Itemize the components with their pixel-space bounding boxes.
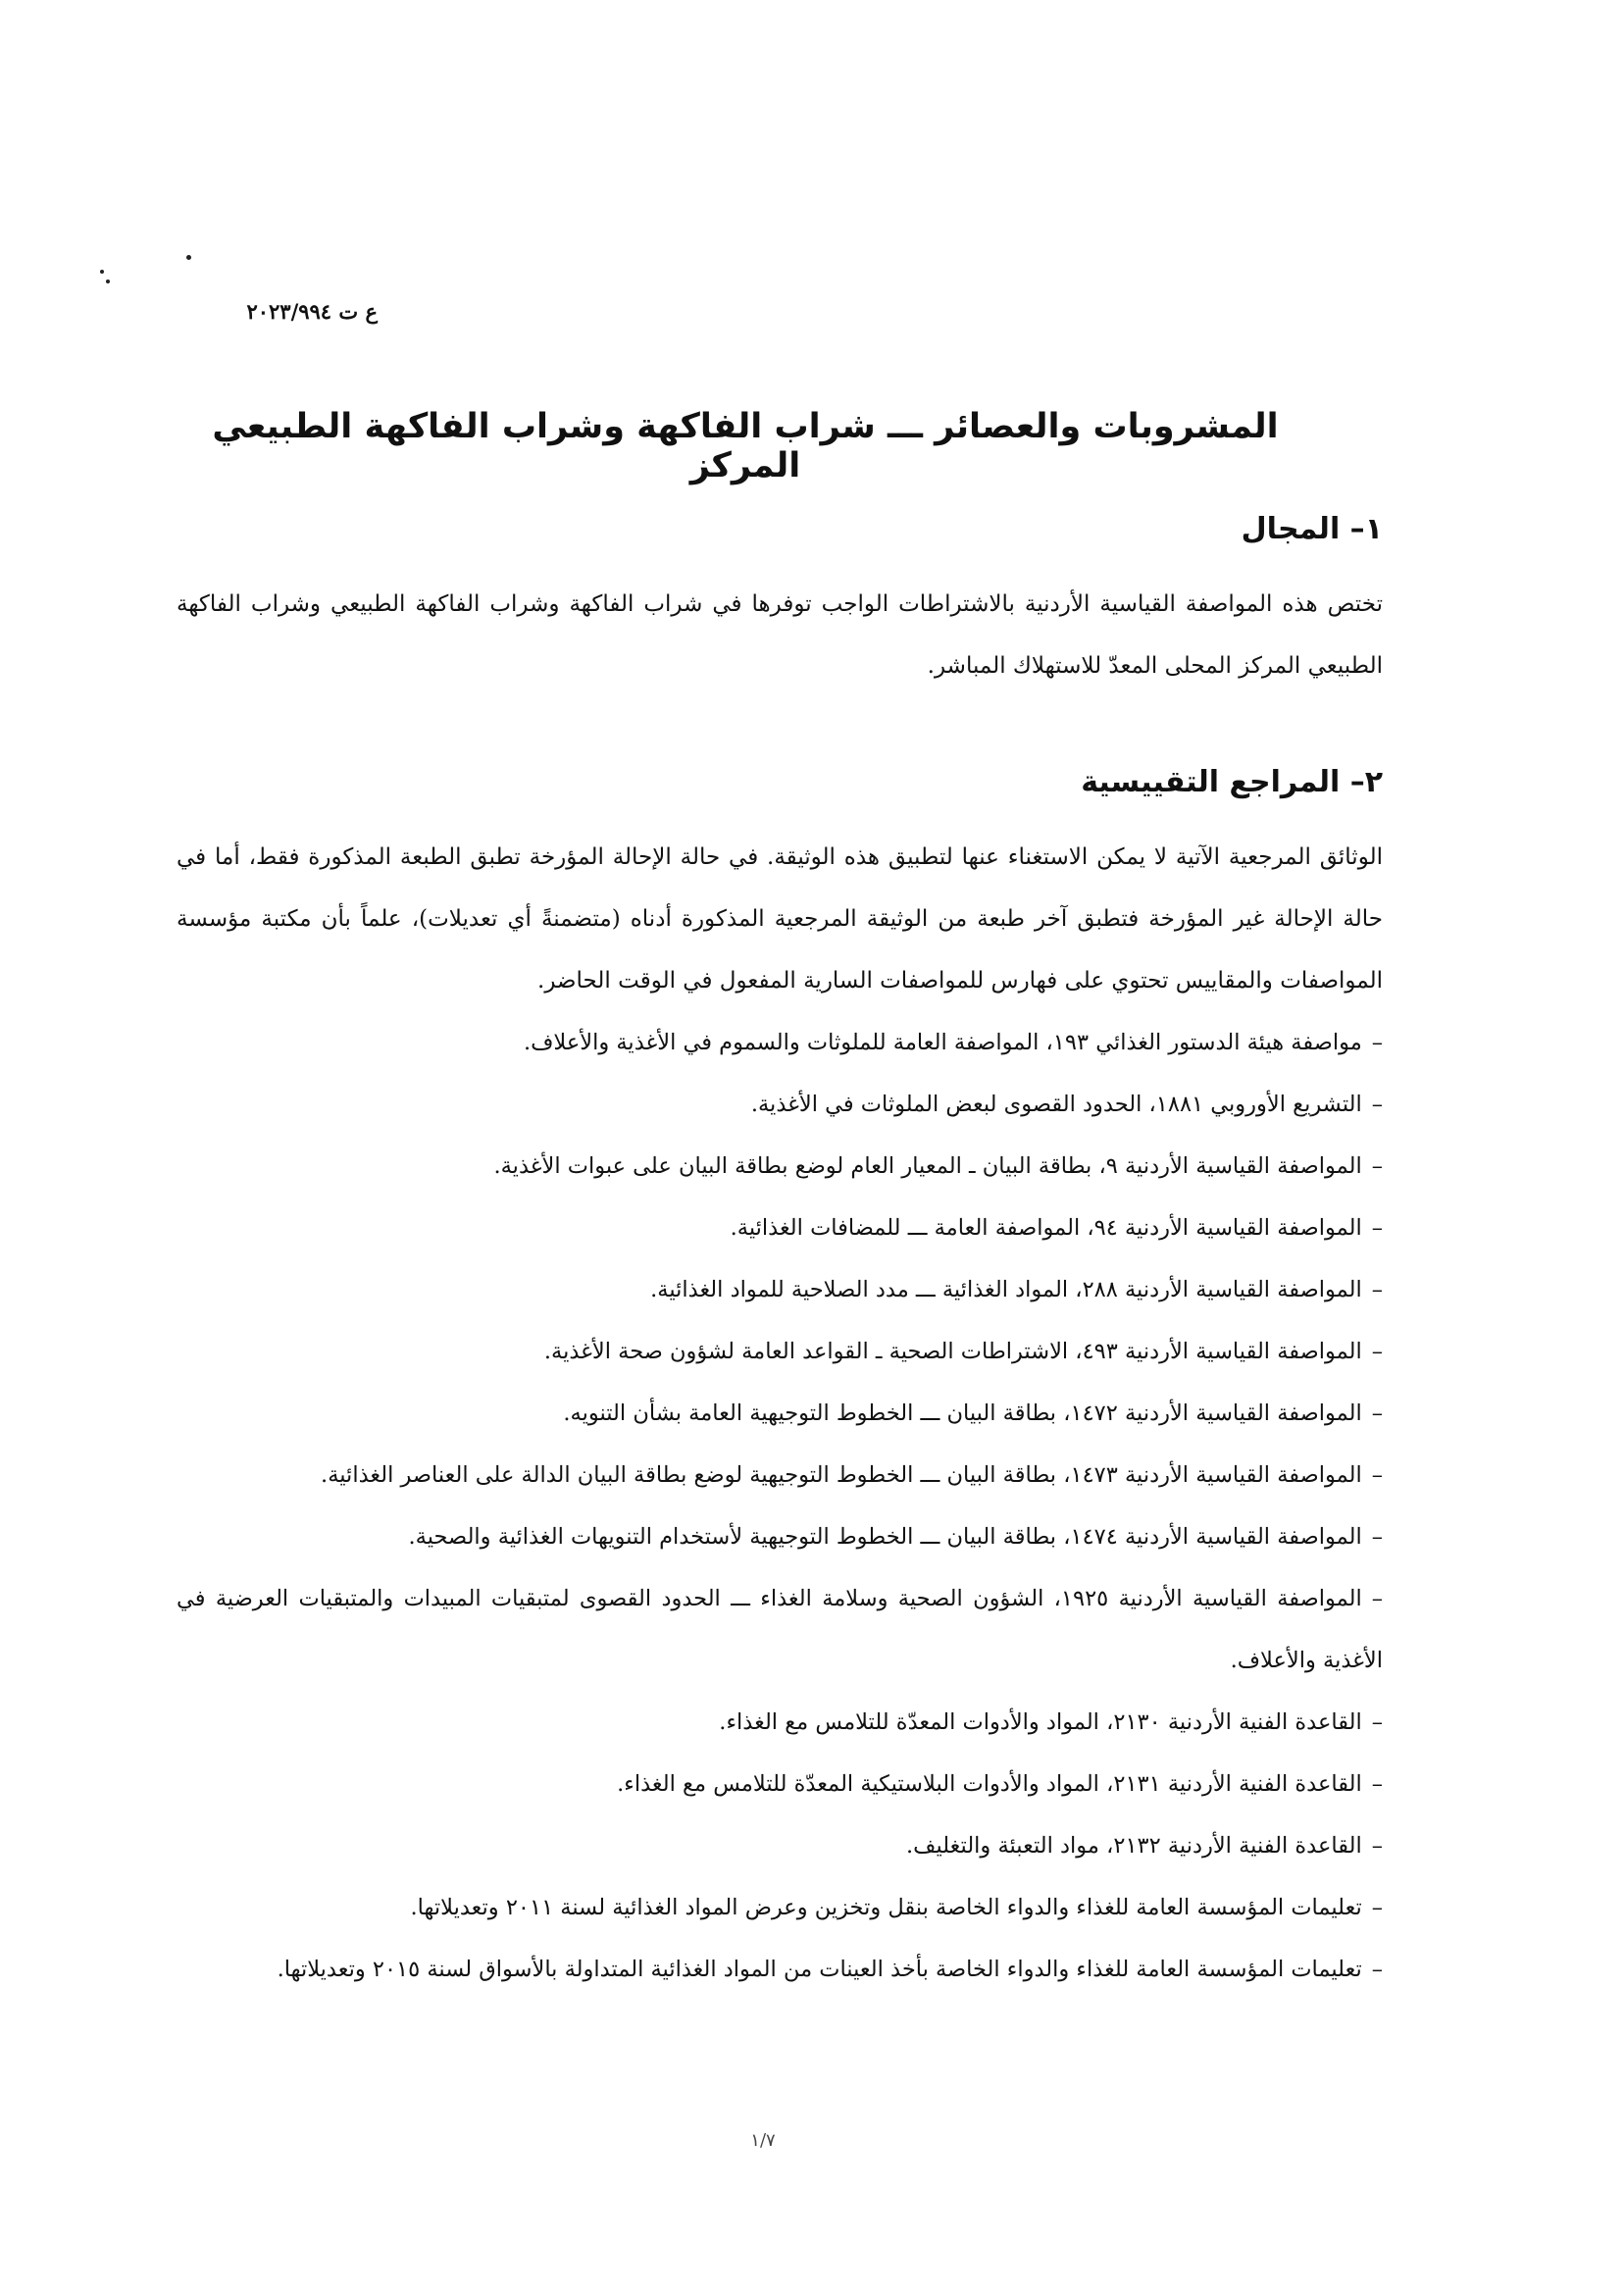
reference-item: –المواصفة القياسية الأردنية ٢٨٨، المواد الغذائية ـــ مدد الصلاحية للمواد الغذائية.: [650, 1277, 1383, 1302]
reference-item: –القاعدة الفنية الأردنية ٢١٣١، المواد والأدوات البلاستيكية المعدّة للتلامس مع الغذاء.: [617, 1771, 1383, 1797]
scan-speck: [106, 280, 110, 283]
reference-item: –القاعدة الفنية الأردنية ٢١٣٠، المواد والأدوات المعدّة للتلامس مع الغذاء.: [719, 1709, 1383, 1735]
document-title: المشروبات والعصائر ـــ شراب الفاكهة وشراب الفاكهة الطبيعي المركز: [212, 407, 1279, 486]
normative-references-heading: ٢– المراجع التقييسية: [1081, 765, 1383, 799]
reference-item: –المواصفة القياسية الأردنية ١٤٧٤، بطاقة البيان ـــ الخطوط التوجيهية لأستخدام التنويهات الغذائية والصحية.: [408, 1524, 1383, 1550]
reference-item: –المواصفة القياسية الأردنية ٤٩٣، الاشتراطات الصحية ـ القواعد العامة لشؤون صحة الأغذية.: [543, 1339, 1383, 1364]
reference-list: [177, 1012, 1383, 2001]
document-code: ع ت ٢٠٢٣/٩٩٤: [246, 299, 378, 324]
reference-item: –المواصفة القياسية الأردنية ١٩٢٥، الشؤون الصحية وسلامة الغذاء ـــ الحدود القصوى لمتبقيات المبيدات والمتبقيات العرضية في الأغذية والأعلاف.: [177, 1586, 1383, 1673]
scan-speck: [100, 270, 104, 274]
reference-item: –التشريع الأوروبي ١٨٨١، الحدود القصوى لبعض الملوثات في الأغذية.: [750, 1092, 1383, 1117]
normative-references-section: [177, 758, 1383, 2001]
reference-item: –المواصفة القياسية الأردنية ٩٤، المواصفة العامة ـــ للمضافات الغذائية.: [730, 1215, 1383, 1241]
reference-item: –مواصفة هيئة الدستور الغذائي ١٩٣، المواصفة العامة للملوثات والسموم في الأغذية والأعلاف.: [523, 1030, 1383, 1055]
page-number: ١/٧: [750, 2130, 776, 2151]
reference-item: –تعليمات المؤسسة العامة للغذاء والدواء الخاصة بأخذ العينات من المواد الغذائية المتداولة بالأسواق لسنة ٢٠١٥ وتعديلاتها.: [277, 1957, 1383, 1982]
scope-heading: ١– المجال: [1241, 512, 1383, 546]
scope-paragraph: تختص هذه المواصفة القياسية الأردنية بالاشتراطات الواجب توفرها في شراب الفاكهة وشراب الفاكهة الطبيعي وشراب الفاكهة الطبيعي المركز المحلى المعدّ للاستهلاك المباشر.: [177, 591, 1383, 679]
reference-item: –المواصفة القياسية الأردنية ١٤٧٢، بطاقة البيان ـــ الخطوط التوجيهية العامة بشأن التنويه.: [563, 1401, 1383, 1426]
reference-item: –القاعدة الفنية الأردنية ٢١٣٢، مواد التعبئة والتغليف.: [906, 1833, 1383, 1859]
reference-item: –تعليمات المؤسسة العامة للغذاء والدواء الخاصة بنقل وتخزين وعرض المواد الغذائية لسنة ٢٠١١ وتعديلاتها.: [410, 1895, 1383, 1920]
reference-item: –المواصفة القياسية الأردنية ١٤٧٣، بطاقة البيان ـــ الخطوط التوجيهية لوضع بطاقة البيان الدالة على العناصر الغذائية.: [321, 1462, 1383, 1488]
reference-item: –المواصفة القياسية الأردنية ٩، بطاقة البيان ـ المعيار العام لوضع بطاقة البيان على عبوات الأغذية.: [493, 1153, 1383, 1179]
scan-speck: [186, 255, 191, 260]
normative-references-intro: الوثائق المرجعية الآتية لا يمكن الاستغناء عنها لتطبيق هذه الوثيقة. في حالة الإحالة المؤرخة تطبق الطبعة المذكورة فقط، أما في حالة الإحالة غير المؤرخة فتطبق آخر طبعة من الوثيقة المرجعية المذكورة أدناه (متضمنةً أي تعديلات)، علماً بأن مكتبة مؤسسة المواصفات والمقاييس تحتوي على فهارس للمواصفات السارية المفعول في الوقت الحاضر.: [177, 844, 1383, 994]
scope-section: [177, 505, 1383, 697]
